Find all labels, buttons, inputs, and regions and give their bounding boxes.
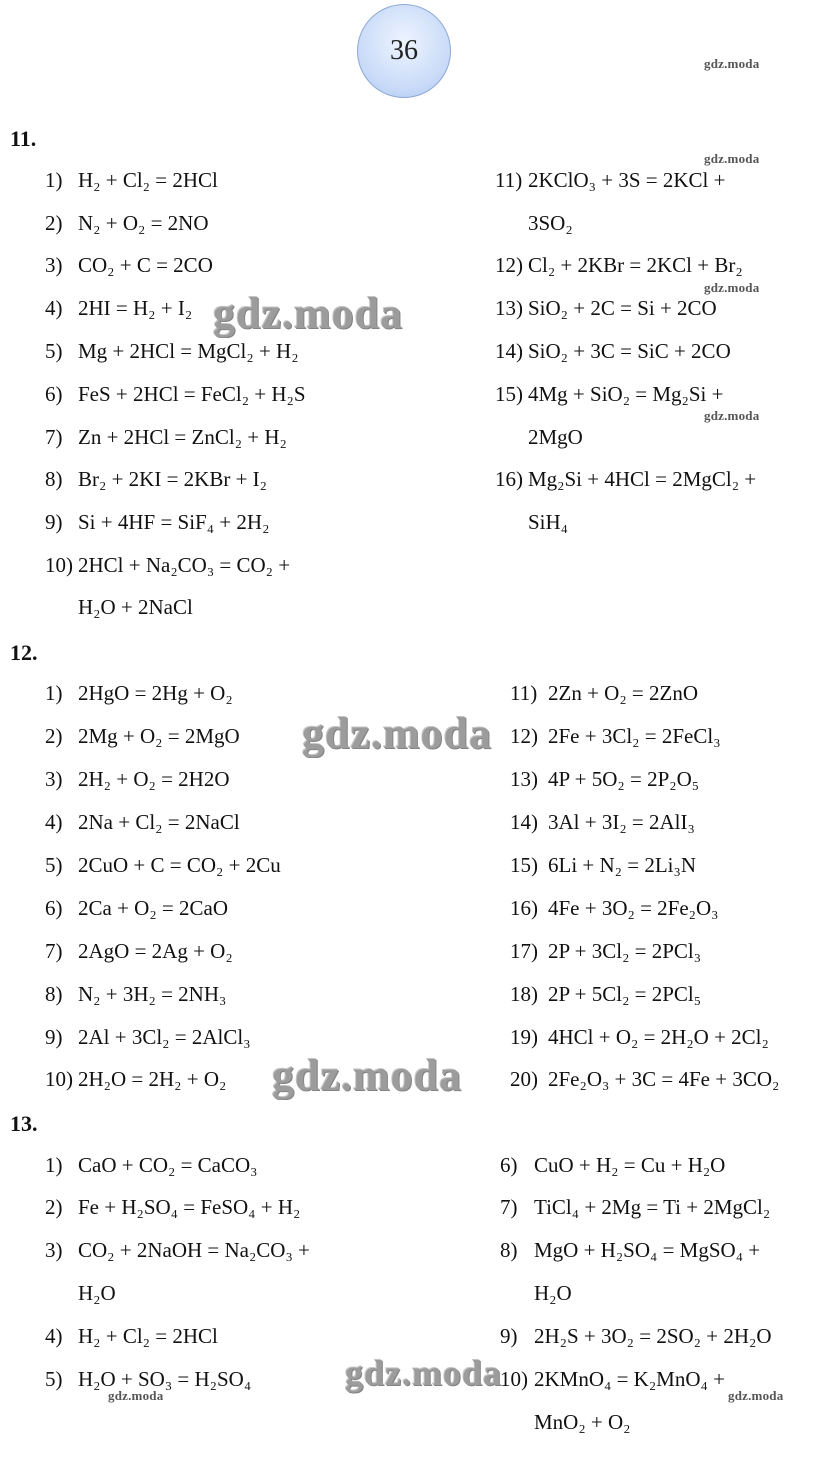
equation-text: 2HgO = 2Hg + O₂ (78, 681, 233, 705)
equation-text: Zn + 2HCl = ZnCl₂ + H₂ (78, 425, 287, 449)
equation-number: 3) (45, 767, 63, 791)
equation-text: 2HCl + Na₂CO₃ = CO₂ + (78, 553, 291, 577)
equation-number: 10) (45, 1067, 73, 1091)
equation-number: 14) (510, 810, 538, 834)
equation-number: 2) (45, 1195, 63, 1219)
equation-12-13 (510, 769, 699, 790)
equation-11-14 (495, 341, 731, 362)
equation-number: 13) (495, 296, 523, 320)
equation-text: 4Mg + SiO₂ = Mg₂Si + (528, 382, 724, 406)
watermark-small: gdz.moda (704, 151, 760, 166)
equation-number: 8) (500, 1238, 518, 1262)
equation-text: CaO + CO₂ = CaCO₃ (78, 1153, 258, 1177)
equation-number: 1) (45, 168, 63, 192)
equation-13-9 (500, 1326, 772, 1347)
equation-number: 12) (495, 253, 523, 277)
equation-12-5 (45, 855, 281, 876)
equation-12-2 (45, 726, 240, 747)
equation-text: 2H₂O = 2H₂ + O₂ (78, 1067, 227, 1091)
equation-text: 4P + 5O₂ = 2P₂O₅ (548, 767, 700, 791)
equation-number: 6) (500, 1153, 518, 1177)
equation-11-9 (45, 512, 269, 533)
equation-12-6 (45, 898, 228, 919)
equation-text: 2Zn + O₂ = 2ZnO (548, 681, 698, 705)
equation-number: 15) (495, 382, 523, 406)
equation-number: 16) (495, 467, 523, 491)
equation-text: 2CuO + C = CO₂ + 2Cu (78, 853, 281, 877)
watermark-large: gdz.moda (213, 289, 404, 338)
equation-text: Mg₂Si + 4HCl = 2MgCl₂ + (528, 467, 757, 491)
equation-text: 2KMnO₄ = K₂MnO₄ + (534, 1367, 725, 1391)
section-heading-13: 13. (10, 1111, 38, 1136)
equation-number: 6) (45, 382, 63, 406)
equation-11-10-continuation: H₂O + 2NaCl (78, 595, 193, 619)
equation-number: 3) (45, 1238, 63, 1262)
equation-number: 8) (45, 467, 63, 491)
equation-12-19 (510, 1027, 769, 1048)
equation-11-3 (45, 255, 213, 276)
equation-13-4 (45, 1326, 218, 1347)
equation-text: H₂ + Cl₂ = 2HCl (78, 1324, 218, 1348)
equation-11-11 (495, 170, 725, 191)
equation-text: 4Fe + 3O₂ = 2Fe₂O₃ (548, 896, 719, 920)
equation-13-2 (45, 1197, 300, 1218)
page-number: 36 (390, 35, 418, 66)
equation-12-4 (45, 812, 240, 833)
equation-number: 20) (510, 1067, 538, 1091)
equation-11-1 (45, 170, 218, 191)
equation-12-11 (510, 683, 698, 704)
equation-text: FeS + 2HCl = FeCl₂ + H₂S (78, 382, 306, 406)
equation-text: H₂ + Cl₂ = 2HCl (78, 168, 218, 192)
equation-11-13 (495, 298, 717, 319)
equation-text: TiCl₄ + 2Mg = Ti + 2MgCl₂ (534, 1195, 771, 1219)
equation-number: 19) (510, 1025, 538, 1049)
equation-12-17 (510, 941, 701, 962)
equation-text: N₂ + 3H₂ = 2NH₃ (78, 982, 227, 1006)
equation-text: Si + 4HF = SiF₄ + 2H₂ (78, 510, 270, 534)
equation-number: 4) (45, 810, 63, 834)
equation-text: 2Al + 3Cl₂ = 2AlCl₃ (78, 1025, 251, 1049)
equation-number: 17) (510, 939, 538, 963)
watermark-small: gdz.moda (704, 56, 760, 71)
equation-text: Cl₂ + 2KBr = 2KCl + Br₂ (528, 253, 743, 277)
page-number-badge (357, 4, 451, 98)
equation-number: 7) (45, 939, 63, 963)
equation-12-1 (45, 683, 233, 704)
equation-12-8 (45, 984, 226, 1005)
equation-text: 2Mg + O₂ = 2MgO (78, 724, 240, 748)
equation-13-1 (45, 1155, 258, 1176)
equation-13-3-continuation: H₂O (78, 1281, 116, 1305)
equation-text: CO₂ + 2NaOH = Na₂CO₃ + (78, 1238, 310, 1262)
equation-11-2 (45, 213, 209, 234)
equation-12-15 (510, 855, 696, 876)
equation-13-10-continuation: MnO₂ + O₂ (534, 1410, 631, 1434)
equation-number: 9) (45, 1025, 63, 1049)
watermark-small: gdz.moda (108, 1388, 164, 1403)
equation-text: SiO₂ + 3C = SiC + 2CO (528, 339, 731, 363)
equation-number: 15) (510, 853, 538, 877)
equation-text: Fe + H₂SO₄ = FeSO₄ + H₂ (78, 1195, 301, 1219)
section-heading-11: 11. (10, 126, 37, 151)
equation-number: 16) (510, 896, 538, 920)
equation-number: 7) (45, 425, 63, 449)
equation-number: 1) (45, 1153, 63, 1177)
equation-text: Br₂ + 2KI = 2KBr + I₂ (78, 467, 267, 491)
equation-text: H₂O + SO₃ = H₂SO₄ (78, 1367, 252, 1391)
equation-text: 2Fe₂O₃ + 3C = 4Fe + 3CO₂ (548, 1067, 780, 1091)
equation-text: Mg + 2HCl = MgCl₂ + H₂ (78, 339, 299, 363)
equation-11-15-continuation: 2MgO (528, 425, 583, 449)
equation-13-8-continuation: H₂O (534, 1281, 572, 1305)
equation-number: 8) (45, 982, 63, 1006)
equation-text: 2Na + Cl₂ = 2NaCl (78, 810, 240, 834)
equation-number: 6) (45, 896, 63, 920)
equation-number: 4) (45, 296, 63, 320)
equation-11-7 (45, 427, 287, 448)
watermark-small: gdz.moda (728, 1388, 784, 1403)
equation-text: N₂ + O₂ = 2NO (78, 211, 209, 235)
equation-text: 2H₂S + 3O₂ = 2SO₂ + 2H₂O (534, 1324, 772, 1348)
equation-number: 7) (500, 1195, 518, 1219)
watermark-small: gdz.moda (704, 408, 760, 423)
equation-13-8 (500, 1240, 760, 1261)
equation-text: 3Al + 3I₂ = 2AlI₃ (548, 810, 695, 834)
equation-12-14 (510, 812, 695, 833)
equation-number: 9) (500, 1324, 518, 1348)
equation-12-18 (510, 984, 701, 1005)
equation-text: 2Ca + O₂ = 2CaO (78, 896, 228, 920)
equation-text: 2AgO = 2Ag + O₂ (78, 939, 233, 963)
watermark-large: gdz.moda (272, 1051, 463, 1100)
equation-number: 14) (495, 339, 523, 363)
equation-11-10 (45, 555, 290, 576)
equation-text: 4HCl + O₂ = 2H₂O + 2Cl₂ (548, 1025, 769, 1049)
equation-number: 5) (45, 853, 63, 877)
equation-12-7 (45, 941, 233, 962)
equation-text: CuO + H₂ = Cu + H₂O (534, 1153, 726, 1177)
equation-text: MgO + H₂SO₄ = MgSO₄ + (534, 1238, 761, 1262)
equation-text: 2P + 5Cl₂ = 2PCl₅ (548, 982, 702, 1006)
equation-number: 10) (500, 1367, 528, 1391)
equation-12-12 (510, 726, 721, 747)
equation-text: 2P + 3Cl₂ = 2PCl₃ (548, 939, 702, 963)
equation-12-3 (45, 769, 230, 790)
equation-13-5 (45, 1369, 251, 1390)
equation-12-10 (45, 1069, 226, 1090)
watermark-large: gdz.moda (302, 709, 493, 758)
watermark-small: gdz.moda (704, 280, 760, 295)
equation-text: 2Fe + 3Cl₂ = 2FeCl₃ (548, 724, 721, 748)
equation-11-8 (45, 469, 267, 490)
equation-text: 2H₂ + O₂ = 2H2O (78, 767, 230, 791)
equation-11-11-continuation: 3SO₂ (528, 211, 573, 235)
equation-number: 5) (45, 1367, 63, 1391)
equation-number: 4) (45, 1324, 63, 1348)
equation-13-7 (500, 1197, 770, 1218)
equation-12-9 (45, 1027, 251, 1048)
equation-number: 12) (510, 724, 538, 748)
equation-number: 10) (45, 553, 73, 577)
equation-text: 2KClO₃ + 3S = 2KCl + (528, 168, 726, 192)
equation-13-6 (500, 1155, 725, 1176)
equation-11-6 (45, 384, 306, 405)
equation-number: 3) (45, 253, 63, 277)
equation-number: 2) (45, 724, 63, 748)
equation-number: 11) (510, 681, 538, 705)
equation-11-16 (495, 469, 756, 490)
equation-text: 2HI = H₂ + I₂ (78, 296, 193, 320)
equation-number: 11) (495, 168, 523, 192)
equation-11-12 (495, 255, 743, 276)
equation-number: 5) (45, 339, 63, 363)
equation-number: 1) (45, 681, 63, 705)
equation-11-4 (45, 298, 192, 319)
equation-number: 13) (510, 767, 538, 791)
equation-12-20 (510, 1069, 779, 1090)
equation-11-5 (45, 341, 299, 362)
equation-text: 6Li + N₂ = 2Li₃N (548, 853, 696, 877)
section-heading-12: 12. (10, 640, 38, 665)
equation-text: CO₂ + C = 2CO (78, 253, 213, 277)
equation-11-16-continuation: SiH₄ (528, 510, 569, 534)
watermark-large: gdz.moda (345, 1353, 503, 1393)
equation-number: 18) (510, 982, 538, 1006)
equation-11-15 (495, 384, 723, 405)
equation-number: 9) (45, 510, 63, 534)
equation-text: SiO₂ + 2C = Si + 2CO (528, 296, 717, 320)
equation-number: 2) (45, 211, 63, 235)
equation-12-16 (510, 898, 718, 919)
equation-13-3 (45, 1240, 310, 1261)
equation-13-10 (500, 1369, 725, 1390)
